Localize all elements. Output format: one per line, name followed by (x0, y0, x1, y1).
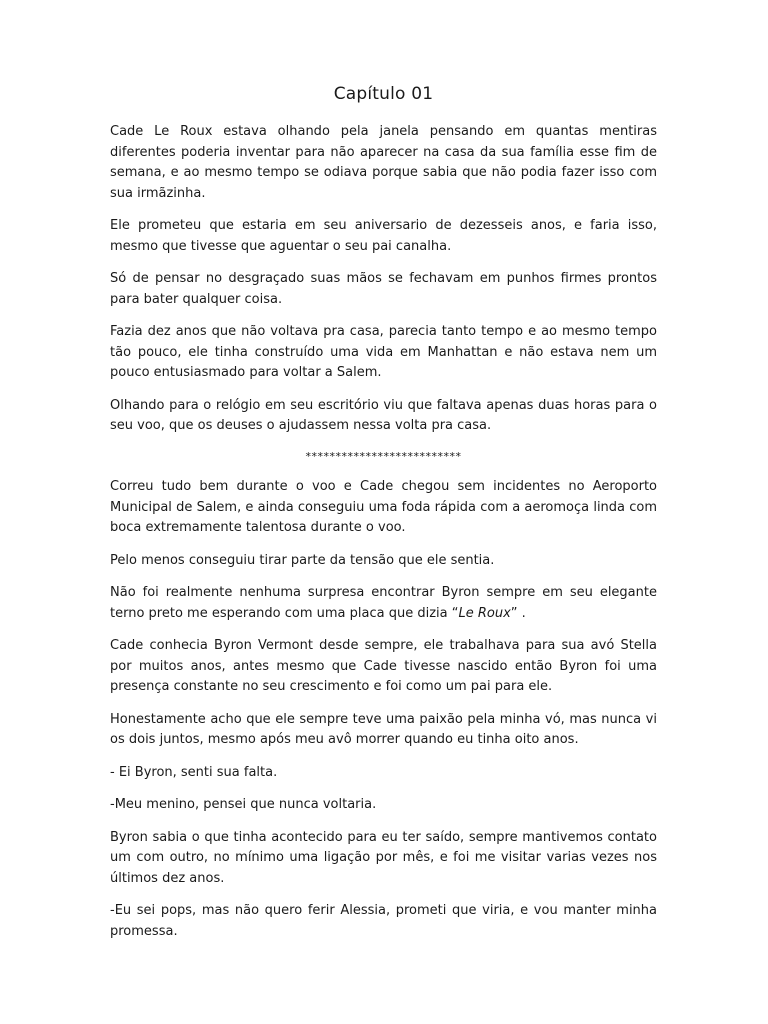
paragraph-9: Cade conhecia Byron Vermont desde sempre, ele trabalhava para sua avó Stella por muitos anos, antes mesmo que Cade tivesse nascido então Byron foi uma presença constante no seu crescimento e foi como um pai para ele. (110, 638, 657, 694)
paragraph-3: Só de pensar no desgraçado suas mãos se fechavam em punhos firmes prontos para bater qualquer coisa. (110, 271, 657, 307)
paragraph-4: Fazia dez anos que não voltava pra casa, parecia tanto tempo e ao mesmo tempo tão pouco, ele tinha construído uma vida em Manhattan e não estava nem um pouco entusiasmado para voltar a Salem. (110, 324, 657, 380)
paragraph-1: Cade Le Roux estava olhando pela janela pensando em quantas mentiras diferentes poderia inventar para não aparecer na casa da sua família esse fim de semana, e ao mesmo tempo se odiava porque sabia que não podia fazer isso com sua irmãzinha. (110, 124, 657, 201)
paragraph-13: Byron sabia o que tinha acontecido para eu ter saído, sempre mantivemos contato um com outro, no mínimo uma ligação por mês, e foi me visitar varias vezes nos últimos dez anos. (110, 829, 657, 886)
document-page (110, 84, 657, 954)
paragraph-8 (110, 583, 657, 624)
paragraph-5: Olhando para o relógio em seu escritório viu que faltava apenas duas horas para o seu voo, que os deuses o ajudassem nessa volta pra casa. (110, 397, 657, 433)
paragraph-7: Pelo menos conseguiu tirar parte da tensão que ele sentia. (110, 552, 495, 568)
dialogue-line-2: -Meu menino, pensei que nunca voltaria. (110, 797, 377, 812)
paragraph-10: Honestamente acho que ele sempre teve uma paixão pela minha vó, mas nunca vi os dois juntos, mesmo após meu avô morrer quando eu tinha oito anos. (110, 711, 657, 747)
paragraph-6: Correu tudo bem durante o voo e Cade chegou sem incidentes no Aeroporto Municipal de Salem, e ainda conseguiu uma foda rápida com a aeromoça linda com boca extremamente talentosa durante o voo. (110, 479, 657, 535)
scene-separator: ************************** (305, 449, 462, 463)
paragraph-8-text: Não foi realmente nenhuma surpresa encontrar Byron sempre em seu elegante terno preto me esperando com uma placa que dizia “ (110, 585, 657, 621)
chapter-title: Capítulo 01 (333, 84, 434, 104)
paragraph-8-italic: Le Roux (458, 605, 511, 621)
dialogue-line-3: -Eu sei pops, mas não quero ferir Alessia, prometi que viria, e vou manter minha promessa. (110, 903, 657, 939)
dialogue-line-1: - Ei Byron, senti sua falta. (110, 764, 278, 780)
paragraph-8-end: ” . (510, 605, 526, 621)
paragraph-2: Ele prometeu que estaria em seu aniversario de dezesseis anos, e faria isso, mesmo que tivesse que aguentar o seu pai canalha. (110, 218, 657, 254)
